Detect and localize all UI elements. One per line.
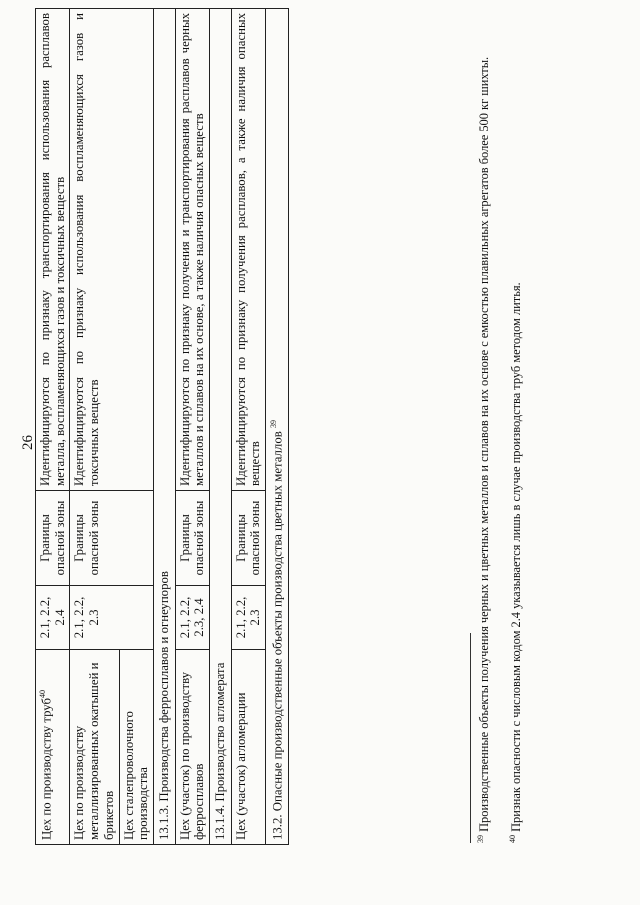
section-row <box>153 9 175 845</box>
object-name-cell: Цех (участок) по производству ферросплавов <box>175 650 209 845</box>
table-row <box>231 9 265 845</box>
object-name-cell: Цех по производству металлизированных окатышей и брикетов <box>70 650 119 845</box>
footnote: $^{40}$ Признак опасности с числовым кодом 2.4 указывается лишь в случае производства труб методом литья. <box>508 282 524 843</box>
hazard-codes-cell: 2.1, 2.2, 2.3 <box>231 586 265 650</box>
page-number: 26 <box>20 435 36 450</box>
hazard-codes-cell: 2.1, 2.2, 2.3 <box>70 586 154 650</box>
section-heading: 13.1.3. Производства ферросплавов и огнеупоров <box>153 9 175 845</box>
hazard-codes-cell: 2.1, 2.2, 2.3, 2.4 <box>175 586 209 650</box>
object-name-cell: Цех по производству труб$^{40}$ <box>36 650 70 845</box>
criterion-cell: Идентифицируются по признаку использования воспламеняющихся газов и токсичных веществ <box>70 9 154 491</box>
criterion-cell: Идентифицируются по признаку получения расплавов, а также наличия опасных веществ <box>231 9 265 491</box>
footnote: $^{39}$ Производственные объекты получения черных и цветных металлов и сплавов на их основе с емкостью плавильных агрегатов более 500 кг шихты. <box>476 56 492 843</box>
criterion-cell: Идентифицируются по признаку получения и транспортирования расплавов черных металлов и сплавов на их основе, а также наличия опасных веществ <box>175 9 209 491</box>
section-heading: 13.2. Опасные производственные объекты производства цветных металлов $^{39}$ <box>266 9 289 845</box>
footnote-divider <box>470 633 471 843</box>
criterion-cell: Идентифицируются по признаку транспортирования использования расплавов металла, воспламеняющихся газов и токсичных веществ <box>36 9 70 491</box>
boundary-cell: Границы опасной зоны <box>175 491 209 586</box>
section-heading: 13.1.4. Производство агломерата <box>210 9 232 845</box>
table-row <box>70 9 119 845</box>
section-row <box>210 9 232 845</box>
boundary-cell: Границы опасной зоны <box>231 491 265 586</box>
object-name-cell: Цех (участок) агломерации <box>231 650 265 845</box>
hazard-table <box>35 8 289 845</box>
boundary-cell: Границы опасной зоны <box>36 491 70 586</box>
hazard-codes-cell: 2.1, 2.2, 2.4 <box>36 586 70 650</box>
table-row <box>175 9 209 845</box>
table-row <box>36 9 70 845</box>
section-row <box>266 9 289 845</box>
boundary-cell: Границы опасной зоны <box>70 491 154 586</box>
object-name-cell: Цех сталепроволочного производства <box>119 650 153 845</box>
